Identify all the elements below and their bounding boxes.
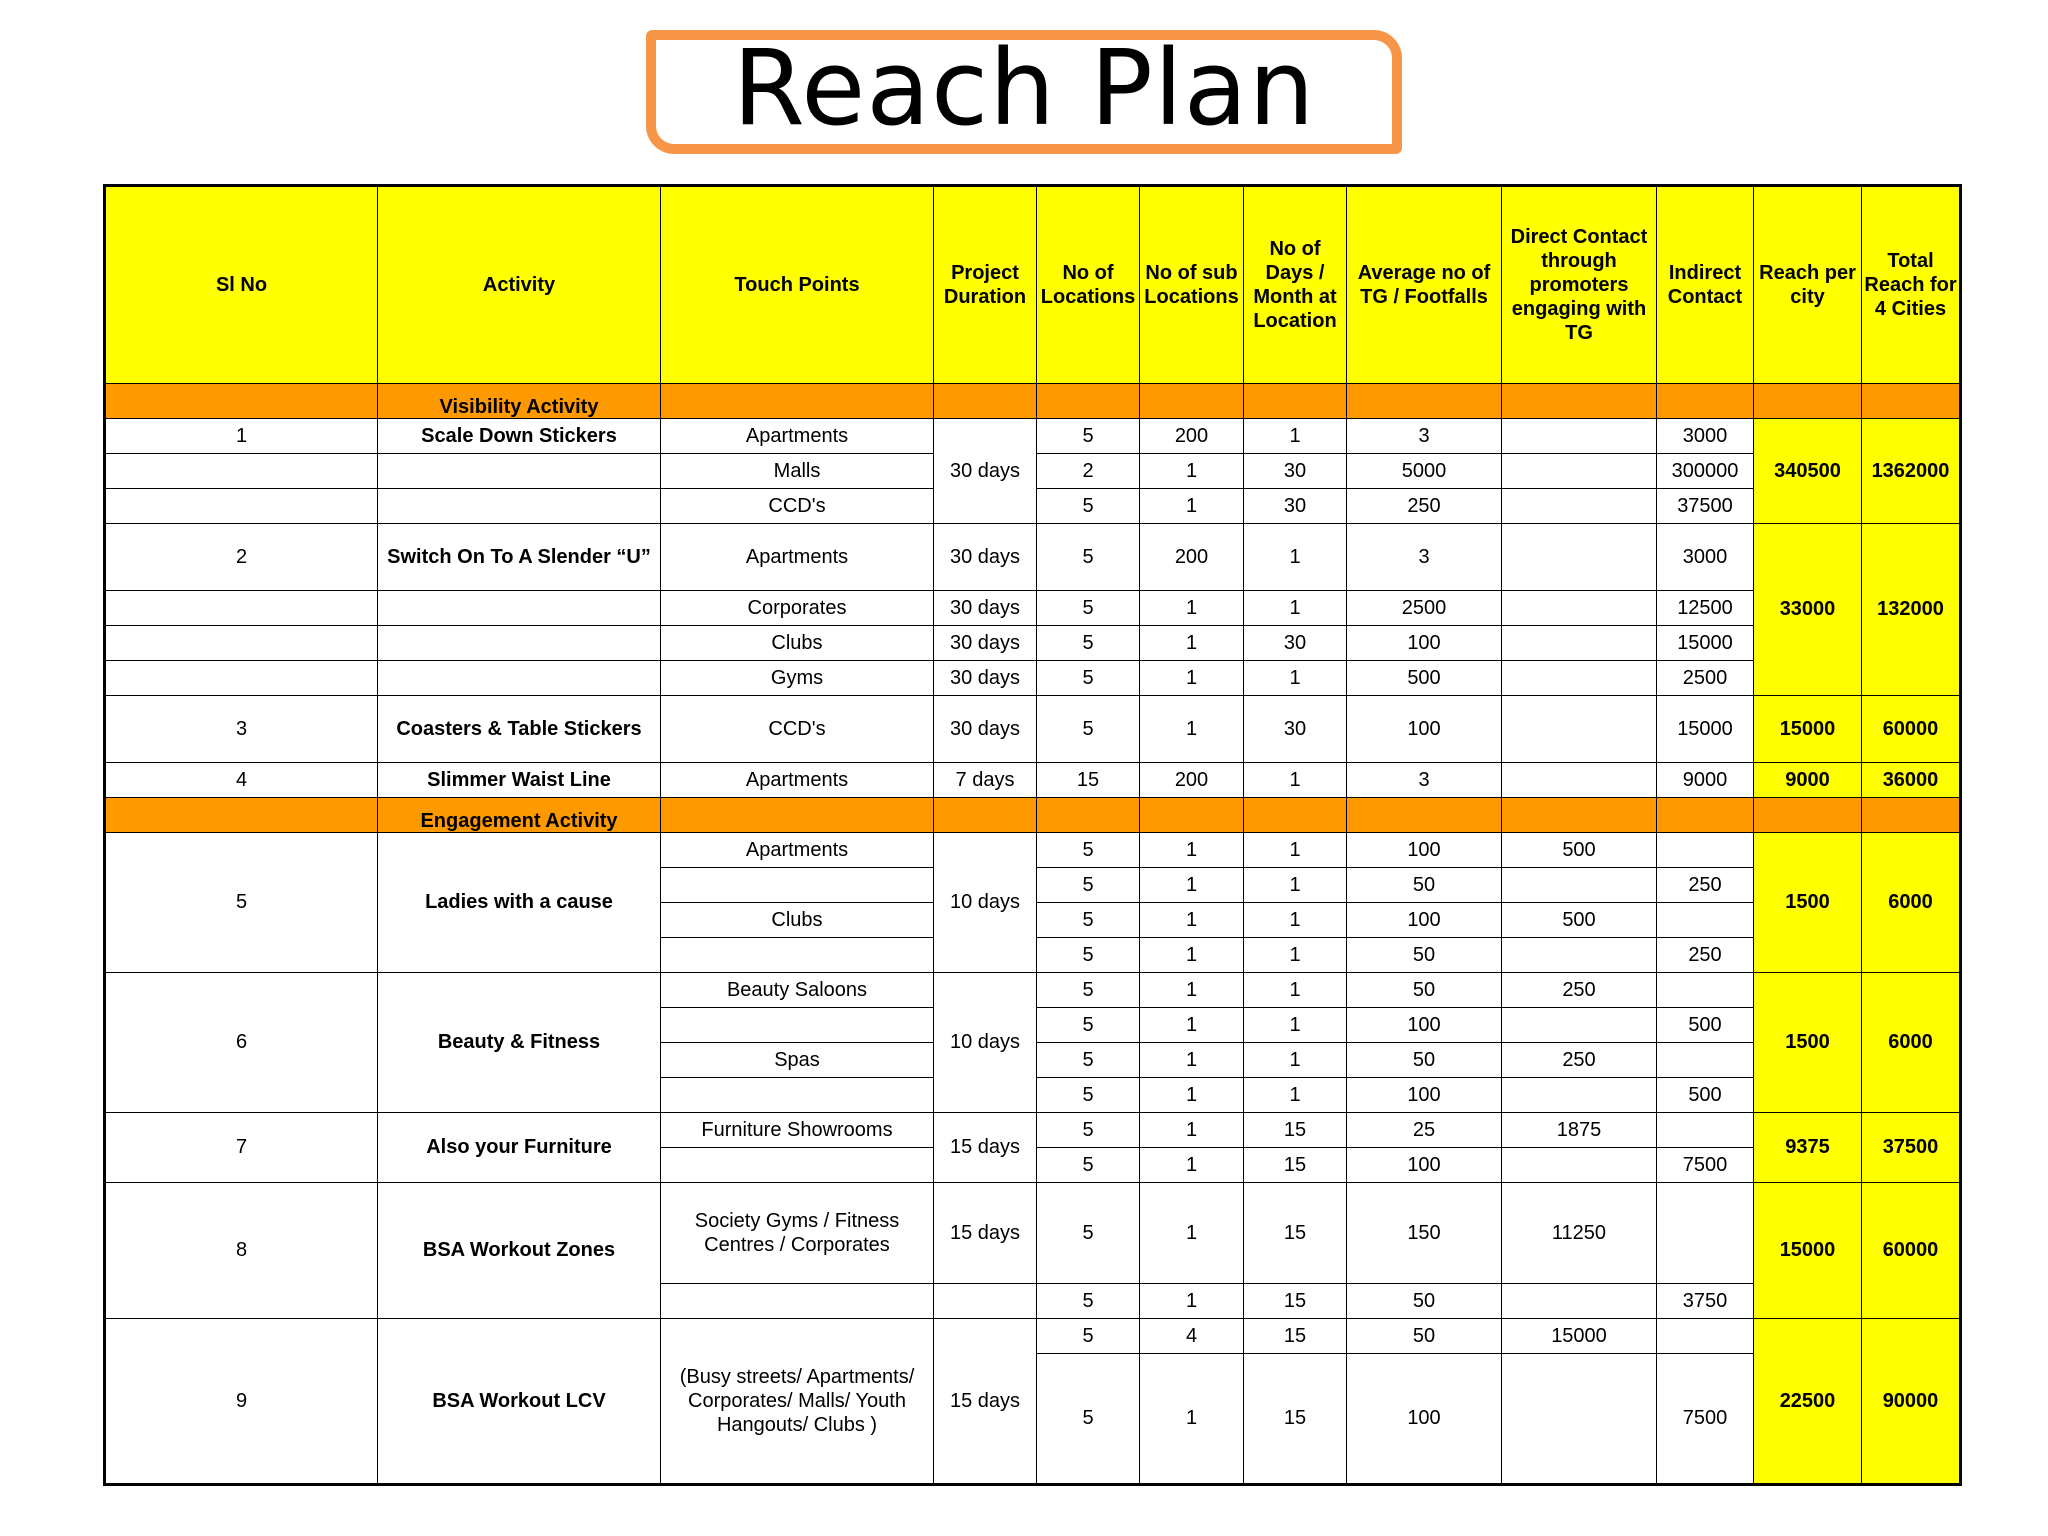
sl-no-cell: 8 <box>105 1183 378 1319</box>
header-average-tg: Average no of TG / Footfalls <box>1347 186 1502 384</box>
sub-locations-cell: 200 <box>1140 763 1244 798</box>
sub-locations-cell: 1 <box>1140 973 1244 1008</box>
days-cell: 1 <box>1244 833 1347 868</box>
page-title: Reach Plan <box>732 27 1316 149</box>
sl-no-cell: 6 <box>105 973 378 1113</box>
average-tg-cell: 100 <box>1347 696 1502 763</box>
total-reach-cell: 37500 <box>1862 1113 1961 1183</box>
days-cell: 15 <box>1244 1183 1347 1284</box>
reach-per-city-cell: 15000 <box>1754 696 1862 763</box>
direct-contact-cell <box>1502 1078 1657 1113</box>
sub-locations-cell: 1 <box>1140 1008 1244 1043</box>
header-total-reach: Total Reach for 4 Cities <box>1862 186 1961 384</box>
indirect-contact-cell: 12500 <box>1657 591 1754 626</box>
total-reach-cell: 6000 <box>1862 973 1961 1113</box>
days-cell: 15 <box>1244 1319 1347 1354</box>
sub-locations-cell: 1 <box>1140 833 1244 868</box>
average-tg-cell: 150 <box>1347 1183 1502 1284</box>
reach-per-city-cell: 1500 <box>1754 833 1862 973</box>
touch-point-cell: Clubs <box>661 903 934 938</box>
days-cell: 1 <box>1244 763 1347 798</box>
sub-locations-cell: 1 <box>1140 1113 1244 1148</box>
header-indirect-contact: Indirect Contact <box>1657 186 1754 384</box>
duration-cell: 30 days <box>934 524 1037 591</box>
locations-cell: 5 <box>1037 973 1140 1008</box>
indirect-contact-cell: 3000 <box>1657 524 1754 591</box>
sub-locations-cell: 1 <box>1140 1354 1244 1485</box>
header-no-days: No of Days / Month at Location <box>1244 186 1347 384</box>
locations-cell: 5 <box>1037 833 1140 868</box>
touch-point-cell <box>661 1284 934 1319</box>
table-row <box>105 524 1961 591</box>
sub-locations-cell: 1 <box>1140 1078 1244 1113</box>
indirect-contact-cell: 3000 <box>1657 419 1754 454</box>
direct-contact-cell: 500 <box>1502 903 1657 938</box>
table-row <box>105 1113 1961 1148</box>
touch-point-cell: Clubs <box>661 626 934 661</box>
average-tg-cell: 100 <box>1347 1354 1502 1485</box>
locations-cell: 5 <box>1037 696 1140 763</box>
sl-no-cell: 7 <box>105 1113 378 1183</box>
average-tg-cell: 3 <box>1347 763 1502 798</box>
average-tg-cell: 50 <box>1347 973 1502 1008</box>
sub-locations-cell: 1 <box>1140 454 1244 489</box>
days-cell: 1 <box>1244 938 1347 973</box>
touch-point-cell: Apartments <box>661 419 934 454</box>
average-tg-cell: 100 <box>1347 1148 1502 1183</box>
activity-cell: BSA Workout Zones <box>378 1183 661 1319</box>
duration-cell: 15 days <box>934 1319 1037 1485</box>
indirect-contact-cell <box>1657 833 1754 868</box>
average-tg-cell: 50 <box>1347 938 1502 973</box>
duration-cell: 7 days <box>934 763 1037 798</box>
total-reach-cell: 1362000 <box>1862 419 1961 524</box>
indirect-contact-cell: 500 <box>1657 1008 1754 1043</box>
direct-contact-cell <box>1502 419 1657 454</box>
days-cell: 1 <box>1244 661 1347 696</box>
indirect-contact-cell: 15000 <box>1657 696 1754 763</box>
days-cell: 1 <box>1244 973 1347 1008</box>
average-tg-cell: 100 <box>1347 903 1502 938</box>
indirect-contact-cell: 7500 <box>1657 1354 1754 1485</box>
sub-locations-cell: 4 <box>1140 1319 1244 1354</box>
sub-locations-cell: 1 <box>1140 1284 1244 1319</box>
header-reach-per-city: Reach per city <box>1754 186 1862 384</box>
days-cell: 1 <box>1244 524 1347 591</box>
indirect-contact-cell: 2500 <box>1657 661 1754 696</box>
average-tg-cell: 50 <box>1347 1043 1502 1078</box>
activity-cell: Switch On To A Slender “U” <box>378 524 661 591</box>
days-cell: 15 <box>1244 1354 1347 1485</box>
reach-per-city-cell: 340500 <box>1754 419 1862 524</box>
days-cell: 1 <box>1244 1008 1347 1043</box>
indirect-contact-cell: 15000 <box>1657 626 1754 661</box>
duration-cell: 15 days <box>934 1113 1037 1183</box>
indirect-contact-cell: 3750 <box>1657 1284 1754 1319</box>
touch-point-cell <box>661 1078 934 1113</box>
locations-cell: 5 <box>1037 1008 1140 1043</box>
table-row <box>105 419 1961 454</box>
days-cell: 30 <box>1244 489 1347 524</box>
direct-contact-cell: 15000 <box>1502 1319 1657 1354</box>
indirect-contact-cell: 500 <box>1657 1078 1754 1113</box>
section-engagement <box>105 798 1961 833</box>
header-row <box>105 186 1961 384</box>
sub-locations-cell: 1 <box>1140 1183 1244 1284</box>
locations-cell: 5 <box>1037 524 1140 591</box>
direct-contact-cell <box>1502 1284 1657 1319</box>
indirect-contact-cell <box>1657 903 1754 938</box>
table-row <box>105 661 1961 696</box>
direct-contact-cell <box>1502 591 1657 626</box>
sub-locations-cell: 200 <box>1140 524 1244 591</box>
direct-contact-cell: 1875 <box>1502 1113 1657 1148</box>
locations-cell: 5 <box>1037 868 1140 903</box>
locations-cell: 5 <box>1037 419 1140 454</box>
locations-cell: 5 <box>1037 1354 1140 1485</box>
touch-point-cell: CCD's <box>661 696 934 763</box>
duration-cell: 15 days <box>934 1183 1037 1284</box>
touch-point-cell: Society Gyms / Fitness Centres / Corporates <box>661 1183 934 1284</box>
direct-contact-cell: 500 <box>1502 833 1657 868</box>
touch-point-cell <box>661 938 934 973</box>
touch-point-cell: Furniture Showrooms <box>661 1113 934 1148</box>
title-box <box>646 27 1402 154</box>
reach-per-city-cell: 9000 <box>1754 763 1862 798</box>
header-no-sub-locations: No of sub Locations <box>1140 186 1244 384</box>
days-cell: 1 <box>1244 591 1347 626</box>
direct-contact-cell <box>1502 524 1657 591</box>
locations-cell: 5 <box>1037 489 1140 524</box>
table-row <box>105 973 1961 1008</box>
direct-contact-cell <box>1502 489 1657 524</box>
total-reach-cell: 60000 <box>1862 696 1961 763</box>
average-tg-cell: 100 <box>1347 626 1502 661</box>
locations-cell: 5 <box>1037 626 1140 661</box>
average-tg-cell: 50 <box>1347 868 1502 903</box>
sl-no-cell: 2 <box>105 524 378 591</box>
activity-cell: Also your Furniture <box>378 1113 661 1183</box>
table-row <box>105 626 1961 661</box>
sl-no-cell: 3 <box>105 696 378 763</box>
indirect-contact-cell <box>1657 973 1754 1008</box>
activity-cell: Slimmer Waist Line <box>378 763 661 798</box>
locations-cell: 5 <box>1037 938 1140 973</box>
table-row <box>105 1183 1961 1284</box>
days-cell: 30 <box>1244 696 1347 763</box>
duration-cell: 10 days <box>934 973 1037 1113</box>
touch-point-cell: Corporates <box>661 591 934 626</box>
header-activity: Activity <box>378 186 661 384</box>
sub-locations-cell: 1 <box>1140 1043 1244 1078</box>
sl-no-cell: 5 <box>105 833 378 973</box>
locations-cell: 5 <box>1037 1043 1140 1078</box>
indirect-contact-cell: 250 <box>1657 938 1754 973</box>
average-tg-cell: 250 <box>1347 489 1502 524</box>
direct-contact-cell <box>1502 626 1657 661</box>
touch-point-cell <box>661 1148 934 1183</box>
reach-per-city-cell: 22500 <box>1754 1319 1862 1485</box>
direct-contact-cell: 11250 <box>1502 1183 1657 1284</box>
indirect-contact-cell: 9000 <box>1657 763 1754 798</box>
duration-cell: 30 days <box>934 696 1037 763</box>
total-reach-cell: 90000 <box>1862 1319 1961 1485</box>
touch-point-cell: (Busy streets/ Apartments/ Corporates/ Malls/ Youth Hangouts/ Clubs ) <box>661 1319 934 1485</box>
average-tg-cell: 3 <box>1347 524 1502 591</box>
activity-cell: Ladies with a cause <box>378 833 661 973</box>
locations-cell: 15 <box>1037 763 1140 798</box>
header-direct-contact: Direct Contact through promoters engaging with TG <box>1502 186 1657 384</box>
average-tg-cell: 25 <box>1347 1113 1502 1148</box>
section-label: Visibility Activity <box>378 384 661 419</box>
touch-point-cell: CCD's <box>661 489 934 524</box>
indirect-contact-cell <box>1657 1113 1754 1148</box>
average-tg-cell: 50 <box>1347 1284 1502 1319</box>
table-row <box>105 763 1961 798</box>
duration-cell: 30 days <box>934 591 1037 626</box>
sub-locations-cell: 1 <box>1140 1148 1244 1183</box>
touch-point-cell <box>661 1008 934 1043</box>
average-tg-cell: 100 <box>1347 833 1502 868</box>
locations-cell: 2 <box>1037 454 1140 489</box>
average-tg-cell: 2500 <box>1347 591 1502 626</box>
days-cell: 1 <box>1244 868 1347 903</box>
indirect-contact-cell: 7500 <box>1657 1148 1754 1183</box>
duration-cell <box>934 1284 1037 1319</box>
locations-cell: 5 <box>1037 1319 1140 1354</box>
duration-cell: 30 days <box>934 661 1037 696</box>
duration-cell: 30 days <box>934 626 1037 661</box>
locations-cell: 5 <box>1037 903 1140 938</box>
table-row <box>105 1319 1961 1354</box>
sub-locations-cell: 1 <box>1140 938 1244 973</box>
days-cell: 15 <box>1244 1148 1347 1183</box>
indirect-contact-cell: 37500 <box>1657 489 1754 524</box>
sub-locations-cell: 200 <box>1140 419 1244 454</box>
indirect-contact-cell: 300000 <box>1657 454 1754 489</box>
table-row <box>105 696 1961 763</box>
direct-contact-cell <box>1502 763 1657 798</box>
locations-cell: 5 <box>1037 1183 1140 1284</box>
direct-contact-cell <box>1502 938 1657 973</box>
average-tg-cell: 500 <box>1347 661 1502 696</box>
days-cell: 1 <box>1244 1078 1347 1113</box>
average-tg-cell: 3 <box>1347 419 1502 454</box>
table-row <box>105 591 1961 626</box>
indirect-contact-cell: 250 <box>1657 868 1754 903</box>
direct-contact-cell <box>1502 1148 1657 1183</box>
direct-contact-cell <box>1502 868 1657 903</box>
header-no-locations: No of Locations <box>1037 186 1140 384</box>
touch-point-cell: Spas <box>661 1043 934 1078</box>
activity-cell: BSA Workout LCV <box>378 1319 661 1485</box>
touch-point-cell <box>661 868 934 903</box>
header-touch-points: Touch Points <box>661 186 934 384</box>
direct-contact-cell: 250 <box>1502 1043 1657 1078</box>
duration-cell: 30 days <box>934 419 1037 524</box>
sub-locations-cell: 1 <box>1140 489 1244 524</box>
touch-point-cell: Beauty Saloons <box>661 973 934 1008</box>
section-label: Engagement Activity <box>378 798 661 833</box>
days-cell: 30 <box>1244 626 1347 661</box>
total-reach-cell: 6000 <box>1862 833 1961 973</box>
locations-cell: 5 <box>1037 661 1140 696</box>
locations-cell: 5 <box>1037 1284 1140 1319</box>
reach-per-city-cell: 33000 <box>1754 524 1862 696</box>
sl-no-cell: 1 <box>105 419 378 454</box>
touch-point-cell: Apartments <box>661 524 934 591</box>
header-project-duration: Project Duration <box>934 186 1037 384</box>
sub-locations-cell: 1 <box>1140 868 1244 903</box>
average-tg-cell: 100 <box>1347 1008 1502 1043</box>
activity-cell: Coasters & Table Stickers <box>378 696 661 763</box>
sub-locations-cell: 1 <box>1140 661 1244 696</box>
total-reach-cell: 60000 <box>1862 1183 1961 1319</box>
direct-contact-cell: 250 <box>1502 973 1657 1008</box>
touch-point-cell: Apartments <box>661 833 934 868</box>
activity-cell: Beauty & Fitness <box>378 973 661 1113</box>
average-tg-cell: 50 <box>1347 1319 1502 1354</box>
indirect-contact-cell <box>1657 1183 1754 1284</box>
reach-plan-table <box>103 184 1962 1486</box>
locations-cell: 5 <box>1037 1113 1140 1148</box>
days-cell: 30 <box>1244 454 1347 489</box>
average-tg-cell: 100 <box>1347 1078 1502 1113</box>
sub-locations-cell: 1 <box>1140 626 1244 661</box>
activity-cell: Scale Down Stickers <box>378 419 661 454</box>
average-tg-cell: 5000 <box>1347 454 1502 489</box>
header-sl-no: Sl No <box>105 186 378 384</box>
direct-contact-cell <box>1502 454 1657 489</box>
days-cell: 1 <box>1244 1043 1347 1078</box>
locations-cell: 5 <box>1037 1078 1140 1113</box>
duration-cell: 10 days <box>934 833 1037 973</box>
direct-contact-cell <box>1502 696 1657 763</box>
touch-point-cell: Apartments <box>661 763 934 798</box>
indirect-contact-cell <box>1657 1319 1754 1354</box>
total-reach-cell: 132000 <box>1862 524 1961 696</box>
touch-point-cell: Malls <box>661 454 934 489</box>
days-cell: 15 <box>1244 1284 1347 1319</box>
locations-cell: 5 <box>1037 591 1140 626</box>
reach-per-city-cell: 15000 <box>1754 1183 1862 1319</box>
reach-per-city-cell: 9375 <box>1754 1113 1862 1183</box>
sub-locations-cell: 1 <box>1140 591 1244 626</box>
table-row <box>105 833 1961 868</box>
days-cell: 1 <box>1244 903 1347 938</box>
indirect-contact-cell <box>1657 1043 1754 1078</box>
touch-point-cell: Gyms <box>661 661 934 696</box>
days-cell: 15 <box>1244 1113 1347 1148</box>
reach-per-city-cell: 1500 <box>1754 973 1862 1113</box>
locations-cell: 5 <box>1037 1148 1140 1183</box>
total-reach-cell: 36000 <box>1862 763 1961 798</box>
section-visibility <box>105 384 1961 419</box>
days-cell: 1 <box>1244 419 1347 454</box>
direct-contact-cell <box>1502 1008 1657 1043</box>
sl-no-cell: 4 <box>105 763 378 798</box>
direct-contact-cell <box>1502 661 1657 696</box>
sl-no-cell: 9 <box>105 1319 378 1485</box>
direct-contact-cell <box>1502 1354 1657 1485</box>
sub-locations-cell: 1 <box>1140 903 1244 938</box>
sub-locations-cell: 1 <box>1140 696 1244 763</box>
